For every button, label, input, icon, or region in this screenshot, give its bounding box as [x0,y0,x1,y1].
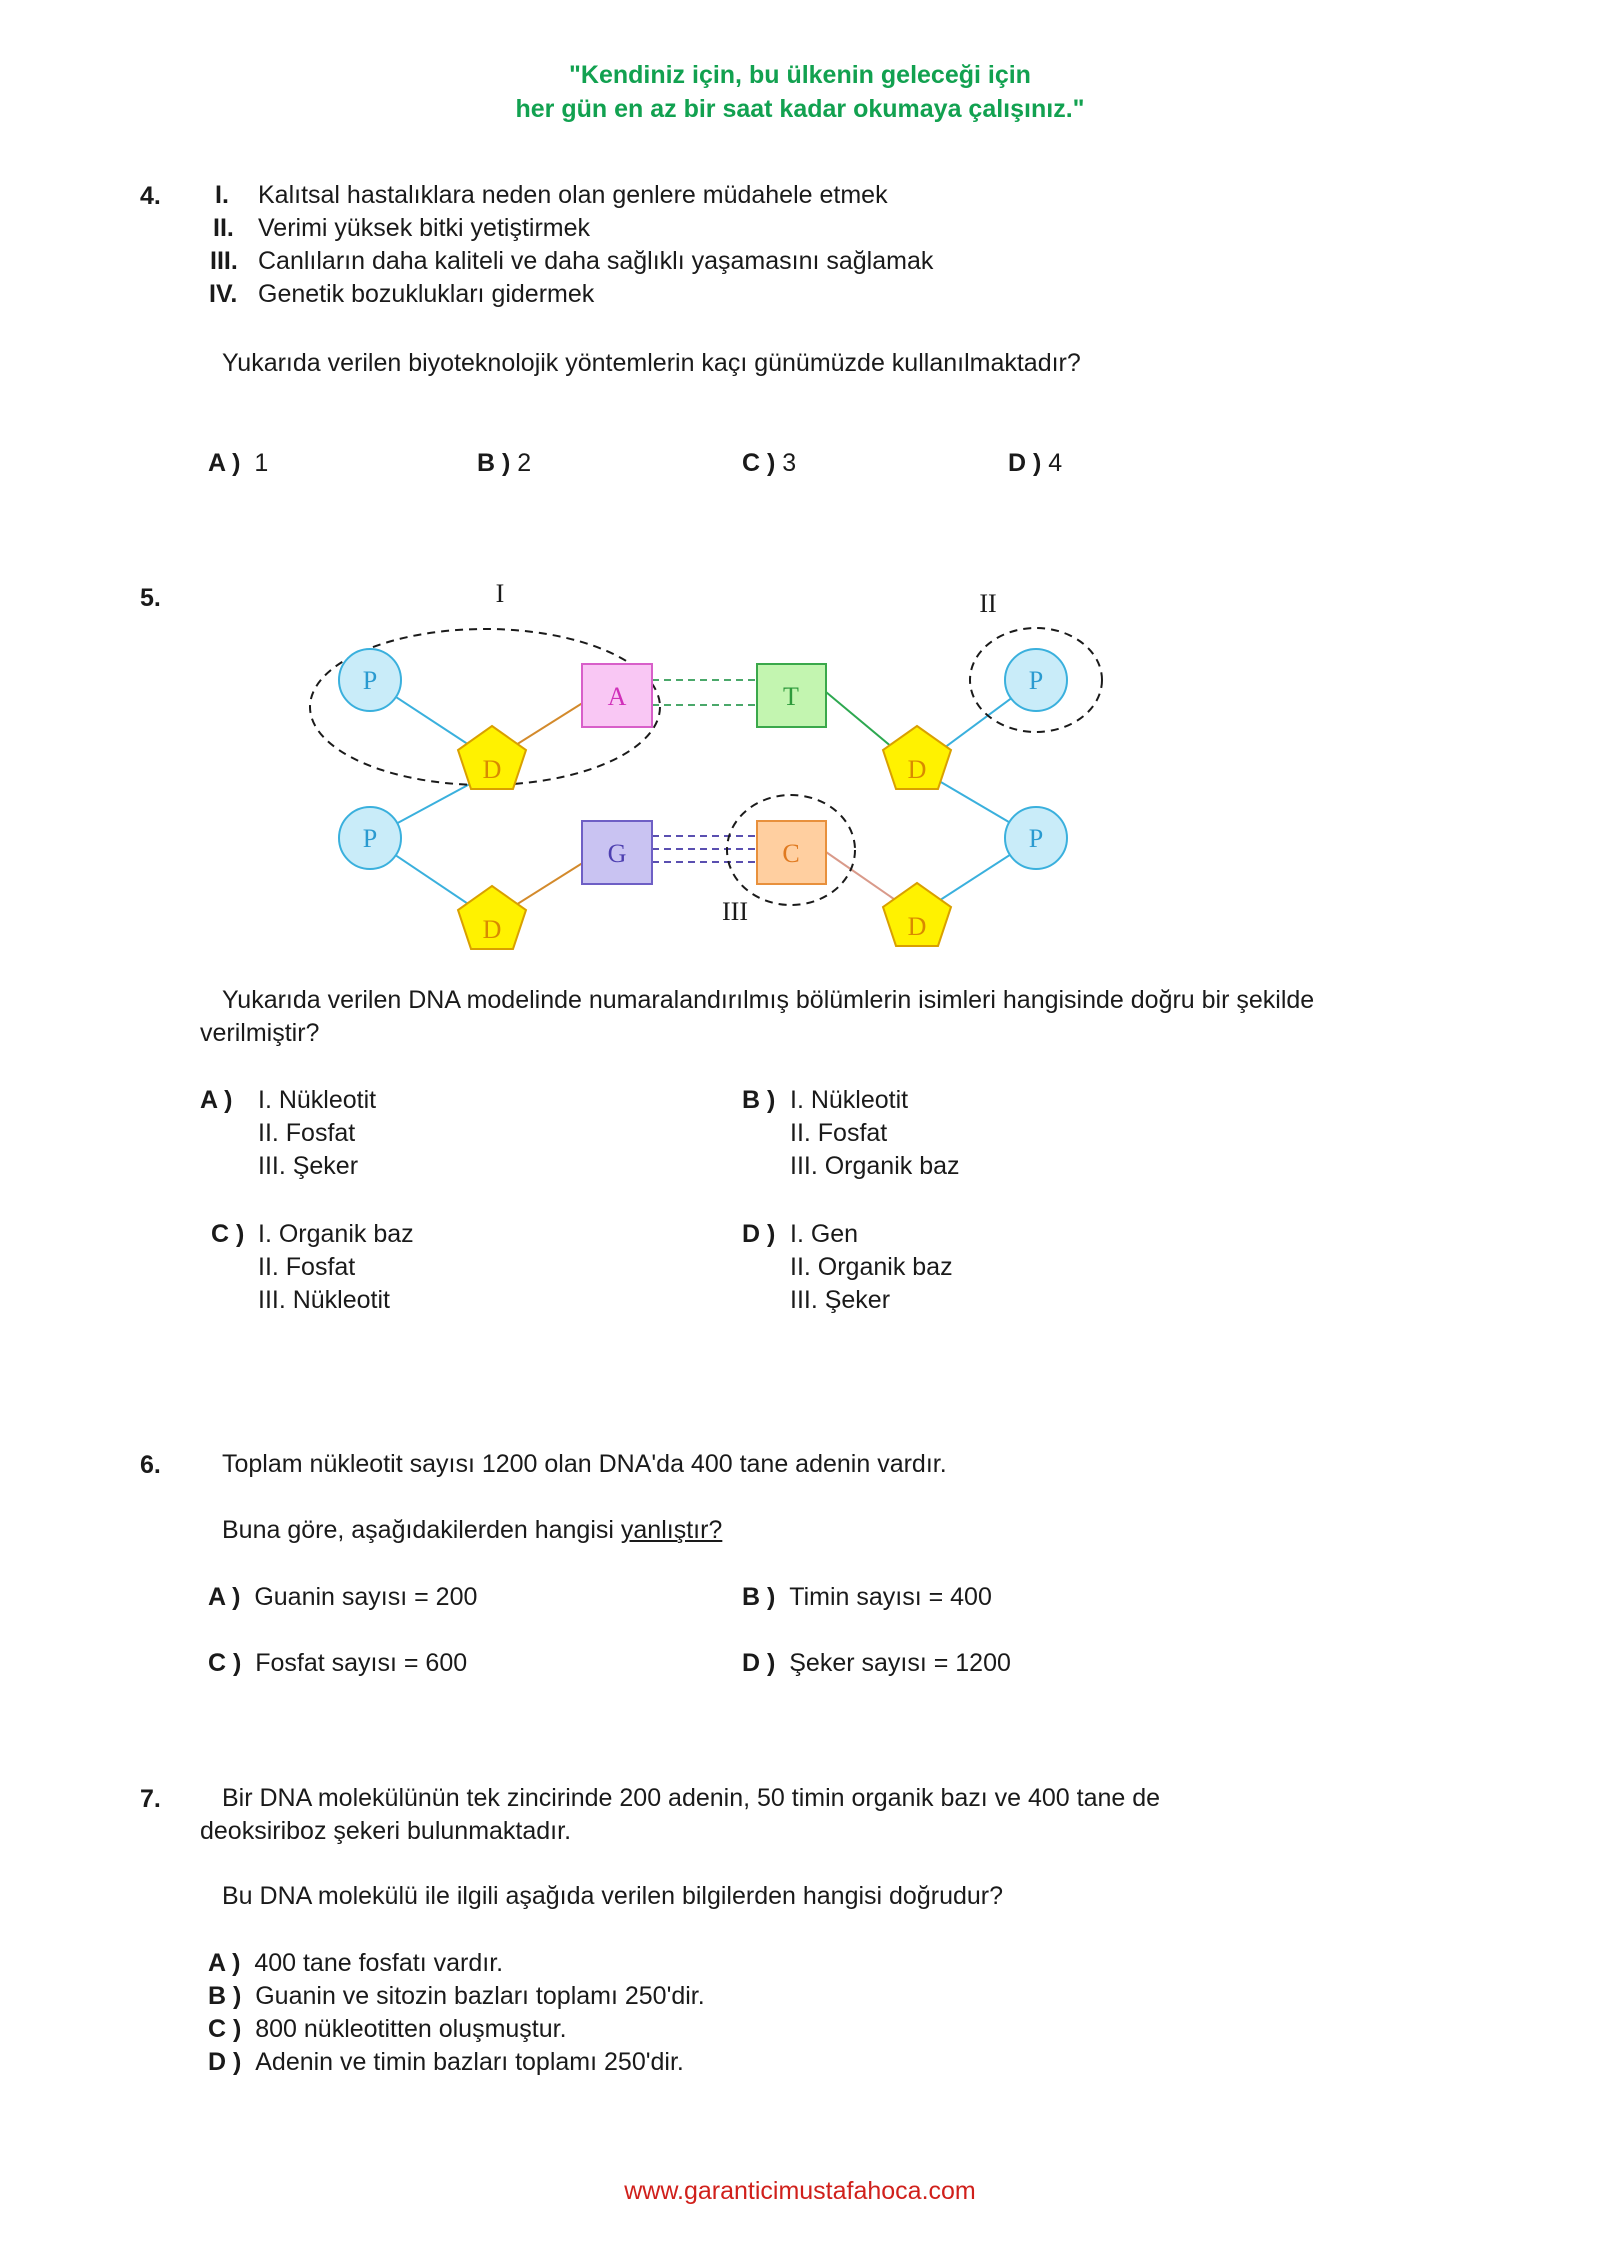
question-number: 7. [140,1785,161,1813]
option-line: I. Organik baz [258,1220,414,1248]
option-text: Timin sayısı = 400 [789,1583,992,1611]
svg-text:P: P [362,824,378,853]
svg-text:D: D [482,915,502,944]
question-text-line-2: verilmiştir? [200,1019,320,1047]
question-text-line-1: Yukarıda verilen DNA modelinde numaralandırılmış bölümlerin isimleri hangisinde doğru bir şekilde [222,986,1315,1014]
question-number: 5. [140,584,161,612]
option-d[interactable] [1008,446,1062,480]
svg-text:C: C [782,839,800,868]
option-text: 400 tane fosfatı vardır. [254,1949,504,1977]
option-line: III. Nükleotit [258,1286,390,1314]
option-text: 2 [517,449,532,477]
question-stem-line-1: Bir DNA molekülünün tek zincirinde 200 adenin, 50 timin organik bazı ve 400 tane de [222,1784,1161,1812]
option-text: Fosfat sayısı = 600 [255,1649,468,1677]
option-label: D ) [1008,449,1042,477]
option-label: A ) [208,1583,241,1611]
hydrogen-bonds-a-t [652,680,757,705]
base-cytosine [757,821,826,884]
option-b[interactable] [477,446,531,480]
svg-text:T: T [783,682,799,711]
option-label: D ) [742,1220,776,1248]
option-label: C ) [208,2015,242,2043]
option-line: I. Nükleotit [258,1086,377,1114]
question-number: 6. [140,1451,161,1479]
item-text: Kalıtsal hastalıklara neden olan genlere müdahele etmek [258,181,888,209]
question-prefix: Buna göre, aşağıdakilerden hangisi [222,1516,621,1544]
option-label: A ) [208,1949,241,1977]
option-a[interactable] [208,446,268,480]
option-line: III. Şeker [258,1152,359,1180]
roman-numeral: II. [213,214,234,242]
question-text [222,1513,722,1547]
phosphate-node [339,807,401,869]
svg-text:P: P [1028,824,1044,853]
option-label: A ) [200,1086,233,1114]
svg-text:G: G [607,839,627,868]
sugar-node [458,726,526,789]
option-c[interactable] [742,446,796,480]
option-line: III. Organik baz [790,1152,960,1180]
option-text: Guanin ve sitozin bazları toplamı 250'dir. [255,1982,705,2010]
question-stem: Toplam nükleotit sayısı 1200 olan DNA'da 400 tane adenin vardır. [222,1450,947,1478]
option-line: II. Organik baz [790,1253,953,1281]
option-label: B ) [477,449,511,477]
base-guanine [582,821,652,884]
option-line: I. Nükleotit [790,1086,909,1114]
option-d[interactable] [208,2045,684,2079]
option-line: III. Şeker [790,1286,891,1314]
option-label: D ) [208,2048,242,2076]
question-emphasis: yanlıştır? [620,1516,723,1544]
sugar-node [883,883,951,946]
question-text: Bu DNA molekülü ile ilgili aşağıda verilen bilgilerden hangisi doğrudur? [222,1882,1004,1910]
label-i: I [495,579,505,608]
option-line: II. Fosfat [790,1119,888,1147]
phosphate-node [1005,807,1067,869]
option-a[interactable] [208,1946,503,1980]
option-line: I. Gen [790,1220,859,1248]
option-text: Şeker sayısı = 1200 [789,1649,1011,1677]
base-thymine [757,664,826,727]
base-adenine [582,664,652,727]
svg-text:D: D [907,912,927,941]
option-label: C ) [211,1220,245,1248]
sugar-node [458,886,526,949]
label-ii: II [979,589,997,618]
question-number: 4. [140,182,161,210]
option-label: C ) [742,449,776,477]
svg-text:P: P [362,666,378,695]
phosphate-node [1005,649,1067,711]
option-label: A ) [208,449,241,477]
svg-text:D: D [482,755,502,784]
option-line: II. Fosfat [258,1119,356,1147]
option-text: 800 nükleotitten oluşmuştur. [255,2015,567,2043]
svg-text:A: A [607,682,627,711]
option-text: 3 [782,449,797,477]
motto-line-2: her gün en az bir saat kadar okumaya çalışınız." [515,95,1085,123]
option-label: B ) [742,1583,776,1611]
option-label: B ) [742,1086,776,1114]
item-text: Canlıların daha kaliteli ve daha sağlıklı yaşamasını sağlamak [258,247,934,275]
option-c[interactable] [208,2012,567,2046]
phosphate-node [339,649,401,711]
question-stem-line-2: deoksiriboz şekeri bulunmaktadır. [200,1817,572,1845]
hydrogen-bonds-g-c [652,836,757,862]
option-label: D ) [742,1649,776,1677]
option-b[interactable] [208,1979,705,2013]
svg-text:D: D [907,755,927,784]
roman-numeral: IV. [209,280,238,308]
svg-text:P: P [1028,666,1044,695]
footer-website-link[interactable]: www.garanticimustafahoca.com [624,2177,976,2205]
sugar-node [883,726,951,789]
dna-model-diagram [300,570,1120,970]
option-text: Adenin ve timin bazları toplamı 250'dir. [255,2048,684,2076]
roman-numeral: I. [215,181,229,209]
option-a[interactable] [208,1580,477,1614]
option-label: C ) [208,1649,242,1677]
option-text: Guanin sayısı = 200 [254,1583,478,1611]
label-iii: III [722,897,748,926]
item-text: Genetik bozuklukları gidermek [258,280,595,308]
option-text: 1 [254,449,269,477]
option-d[interactable] [742,1646,1011,1680]
option-label: B ) [208,1982,242,2010]
option-text: 4 [1048,449,1063,477]
option-c[interactable] [208,1646,467,1680]
question-text: Yukarıda verilen biyoteknolojik yöntemlerin kaçı günümüzde kullanılmaktadır? [222,349,1081,377]
option-line: II. Fosfat [258,1253,356,1281]
motto-line-1: "Kendiniz için, bu ülkenin geleceği için [569,61,1031,89]
item-text: Verimi yüksek bitki yetiştirmek [258,214,591,242]
option-b[interactable] [742,1580,992,1614]
roman-numeral: III. [210,247,238,275]
